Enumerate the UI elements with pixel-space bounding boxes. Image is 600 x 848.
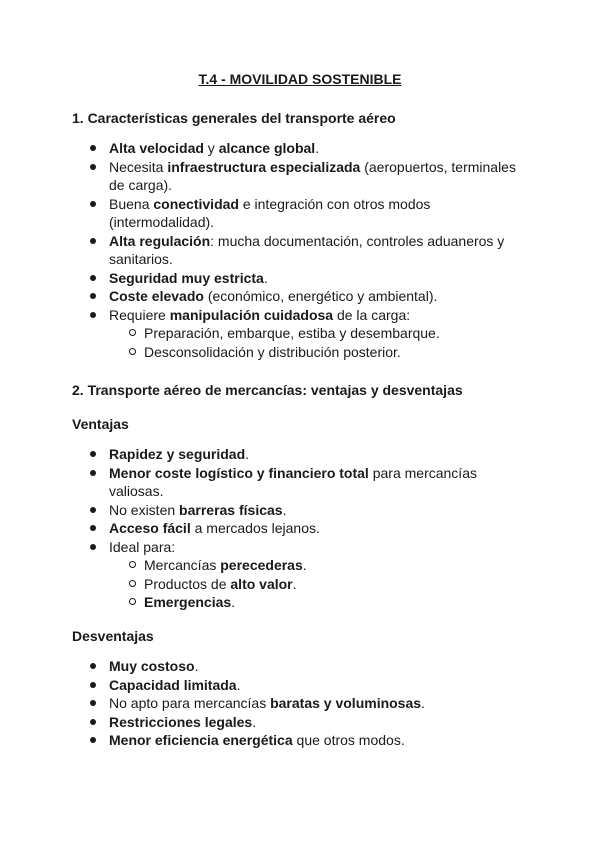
bold-text: Alta regulación (109, 232, 211, 249)
list-item: No existen barreras físicas. (72, 501, 528, 520)
list-item: Alta velocidad y alcance global. (72, 139, 528, 158)
list-item: Requiere manipulación cuidadosa de la carga: Preparación, embarque, estiba y desembarque. Desconsolidación y distribución posterior. (72, 306, 528, 362)
bold-text: Muy costoso (109, 658, 195, 674)
ventajas-list (72, 445, 528, 612)
list-item: Restricciones legales. (72, 713, 528, 732)
bold-text: barreras físicas (179, 501, 283, 518)
bold-text: baratas y voluminosas (270, 695, 422, 711)
bold-text: Emergencias (144, 594, 232, 610)
ventajas-heading: Ventajas (72, 416, 129, 432)
bold-text: Restricciones legales (109, 713, 253, 730)
list-item: Ideal para: Mercancías perecederas. Productos de alto valor. Emergencias. (72, 538, 528, 612)
desventajas-list (72, 657, 528, 750)
bold-text: Menor eficiencia energética (109, 732, 293, 748)
bold-text: perecederas (220, 557, 303, 573)
list-item: Buena conectividad e integración con otros modos (intermodalidad). (72, 195, 528, 232)
bold-text: Seguridad muy estricta (109, 269, 264, 286)
sub-list-item: Mercancías perecederas. (109, 556, 528, 575)
sub-list-item: Productos de alto valor. (109, 575, 528, 594)
list-item: Necesita infraestructura especializada (aeropuertos, terminales de carga). (72, 158, 528, 195)
list-item: Muy costoso. (72, 657, 528, 676)
sub-list (109, 324, 528, 361)
bold-text: infraestructura especializada (167, 158, 361, 175)
bold-text: alcance global (218, 140, 316, 156)
sub-list-item: Emergencias. (109, 593, 528, 612)
list-item: Coste elevado (económico, energético y ambiental). (72, 287, 528, 306)
section-1-list (72, 139, 528, 361)
list-item: Menor eficiencia energética que otros modos. (72, 731, 528, 750)
bold-text: Rapidez y seguridad (109, 446, 246, 462)
bold-text: alto valor (230, 575, 293, 592)
section-1-heading: 1. Características generales del transporte aéreo (72, 110, 396, 126)
bold-text: manipulación cuidadosa (169, 306, 334, 323)
sub-list (109, 556, 528, 612)
bold-text: Menor coste logístico y financiero total (109, 464, 369, 481)
sub-list-item: Preparación, embarque, estiba y desembarque. (109, 324, 528, 343)
bold-text: Acceso fácil (109, 520, 191, 536)
list-item: Rapidez y seguridad. (72, 445, 528, 464)
list-item: Alta regulación: mucha documentación, controles aduaneros y sanitarios. (72, 232, 528, 269)
list-item: Capacidad limitada. (72, 676, 528, 695)
sub-list-item: Desconsolidación y distribución posterior. (109, 343, 528, 362)
bold-text: Alta velocidad (109, 140, 204, 156)
document-title: T.4 - MOVILIDAD SOSTENIBLE (198, 71, 402, 87)
bold-text: Capacidad limitada (109, 676, 237, 693)
list-item: Acceso fácil a mercados lejanos. (72, 519, 528, 538)
section-2-heading: 2. Transporte aéreo de mercancías: ventajas y desventajas (72, 382, 463, 398)
list-item: Seguridad muy estricta. (72, 269, 528, 288)
bold-text: Coste elevado (109, 288, 204, 304)
desventajas-heading: Desventajas (72, 628, 154, 644)
bold-text: conectividad (153, 195, 239, 212)
list-item: Menor coste logístico y financiero total para mercancías valiosas. (72, 464, 528, 501)
list-item: No apto para mercancías baratas y voluminosas. (72, 694, 528, 713)
